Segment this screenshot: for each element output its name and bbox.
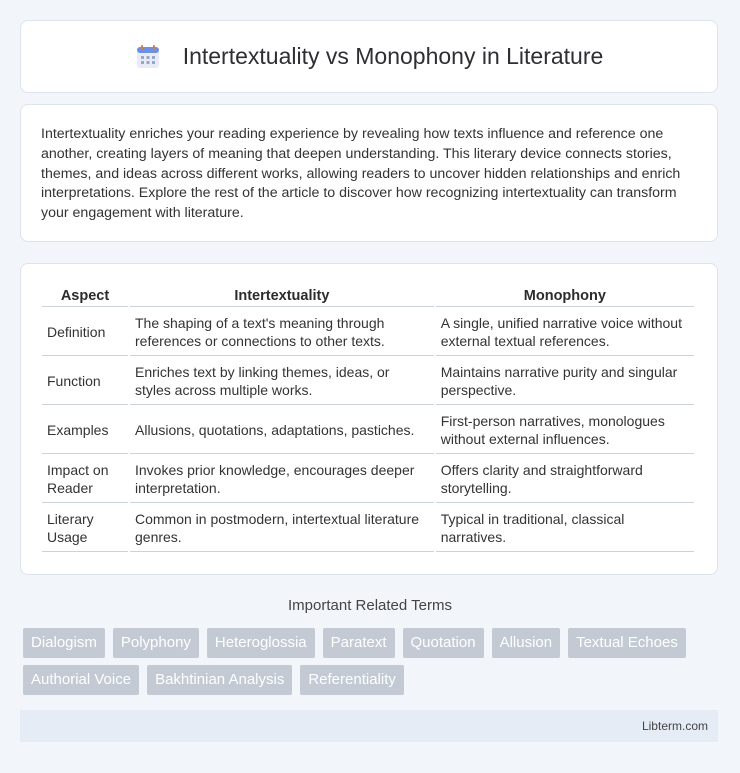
cell-intertextuality: Enriches text by linking themes, ideas, or styles across multiple works.: [130, 356, 434, 405]
cell-aspect: Literary Usage: [42, 503, 128, 552]
footer: [20, 710, 718, 742]
cell-monophony: Typical in traditional, classical narratives.: [436, 503, 694, 552]
tag-polyphony[interactable]: Polyphony: [113, 628, 199, 658]
cell-aspect: Definition: [42, 307, 128, 356]
cell-aspect: Examples: [42, 405, 128, 454]
tag-textual-echoes[interactable]: Textual Echoes: [568, 628, 686, 658]
table-row: [42, 405, 694, 454]
tag-referentiality[interactable]: Referentiality: [300, 665, 404, 695]
table-header-row: [42, 284, 694, 307]
cell-intertextuality: Invokes prior knowledge, encourages deeper interpretation.: [130, 454, 434, 503]
cell-intertextuality: Allusions, quotations, adaptations, pastiches.: [130, 405, 434, 454]
table-row: [42, 454, 694, 503]
calendar-icon: [135, 44, 161, 70]
table-row: [42, 503, 694, 552]
cell-intertextuality: Common in postmodern, intertextual literature genres.: [130, 503, 434, 552]
tag-bakhtinian-analysis[interactable]: Bakhtinian Analysis: [147, 665, 292, 695]
comparison-table: [40, 284, 696, 552]
table-row: [42, 356, 694, 405]
tag-dialogism[interactable]: Dialogism: [23, 628, 105, 658]
cell-monophony: A single, unified narrative voice without external textual references.: [436, 307, 694, 356]
intro-paragraph: Intertextuality enriches your reading experience by revealing how texts influence and reference one another, creating layers of meaning that deepen understanding. This literary device connects stories, themes, and ideas across different works, allowing readers to uncover hidden relationships and enrich interpretations. Explore the rest of the article to discover how recognizing intertextuality can transform your engagement with literature.: [41, 126, 681, 222]
cell-monophony: Offers clarity and straightforward storytelling.: [436, 454, 694, 503]
table-row: [42, 307, 694, 356]
tag-paratext[interactable]: Paratext: [323, 628, 395, 658]
cell-aspect: Impact on Reader: [42, 454, 128, 503]
related-terms-heading: Important Related Terms: [288, 597, 452, 614]
tag-authorial-voice[interactable]: Authorial Voice: [23, 665, 139, 695]
header-monophony: Monophony: [436, 284, 694, 307]
tag-allusion[interactable]: Allusion: [492, 628, 561, 658]
cell-monophony: First-person narratives, monologues without external influences.: [436, 405, 694, 454]
intro-card: [20, 104, 718, 242]
footer-site-link[interactable]: Libterm.com: [641, 719, 708, 733]
tag-quotation[interactable]: Quotation: [403, 628, 484, 658]
header-intertextuality: Intertextuality: [130, 284, 434, 307]
page-title: Intertextuality vs Monophony in Literature: [182, 43, 604, 69]
related-tags: [23, 628, 723, 702]
tag-heteroglossia[interactable]: Heteroglossia: [207, 628, 315, 658]
title-card: [20, 20, 718, 93]
cell-aspect: Function: [42, 356, 128, 405]
cell-intertextuality: The shaping of a text's meaning through references or connections to other texts.: [130, 307, 434, 356]
comparison-card: [20, 263, 718, 575]
header-aspect: Aspect: [42, 284, 128, 307]
cell-monophony: Maintains narrative purity and singular perspective.: [436, 356, 694, 405]
